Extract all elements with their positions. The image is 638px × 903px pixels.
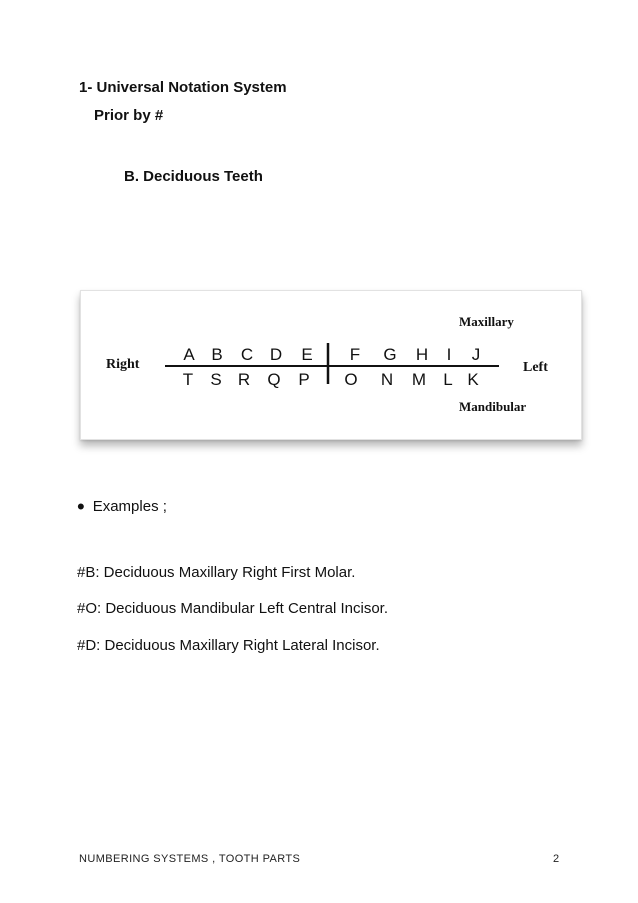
upper-letter-a: A [183,345,195,364]
label-mandibular: Mandibular [459,399,527,414]
lower-letter-row [183,370,480,389]
label-maxillary: Maxillary [459,314,514,329]
footer-title: NUMBERING SYSTEMS , TOOTH PARTS [79,853,301,865]
examples-heading-row [77,494,167,520]
examples-heading: Examples ; [92,498,167,515]
lower-letter-n: N [380,370,394,389]
label-right: Right [106,357,140,372]
label-left: Left [523,360,548,375]
lower-letter-s: S [210,370,222,389]
upper-letter-c: C [240,345,254,364]
upper-letter-h: H [415,345,429,364]
notation-diagram [80,290,582,440]
lower-letter-l: L [443,370,453,389]
upper-letter-j: J [471,345,481,364]
upper-letter-f: F [349,345,361,364]
upper-letter-d: D [269,345,283,364]
upper-letter-e: E [301,345,313,364]
notation-diagram-svg [81,291,581,439]
lower-letter-q: Q [267,370,281,389]
lower-letter-p: P [298,370,310,389]
example-item: #D: Deciduous Maxillary Right Lateral Incisor. [77,637,380,654]
example-item: #O: Deciduous Mandibular Left Central Incisor. [77,600,388,617]
lower-letter-m: M [411,370,427,389]
upper-letter-row [183,345,480,364]
bullet-icon: • [77,494,85,519]
upper-letter-g: G [383,345,397,364]
subsection-title: B. Deciduous Teeth [124,168,263,185]
lower-letter-t: T [182,370,194,389]
section-subtitle: Prior by # [94,107,164,124]
upper-letter-b: B [211,345,223,364]
section-title: 1- Universal Notation System [79,79,287,96]
lower-letter-r: R [237,370,251,389]
example-item: #B: Deciduous Maxillary Right First Molar. [77,564,356,581]
lower-letter-o: O [344,370,358,389]
upper-letter-i: I [446,345,452,364]
page-number: 2 [553,853,560,865]
lower-letter-k: K [467,370,479,389]
